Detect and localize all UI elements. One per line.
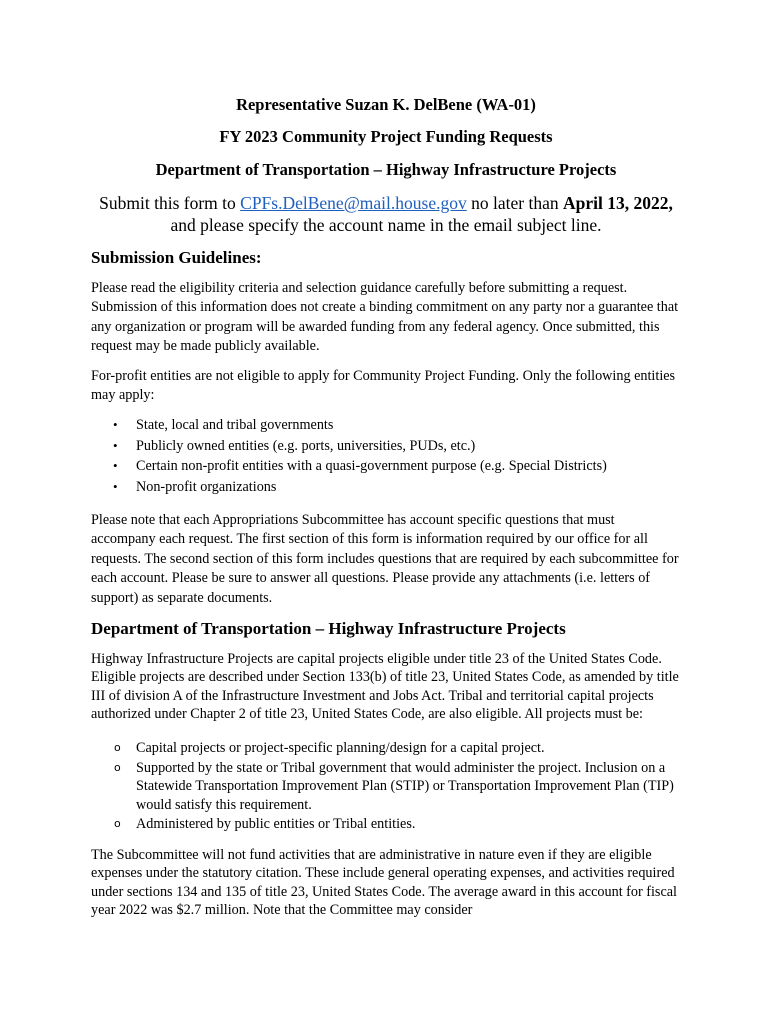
submit-prefix: Submit this form to: [99, 193, 241, 213]
list-item: [91, 815, 681, 834]
list-item-text: Non-profit organizations: [136, 478, 277, 495]
list-item-text: Publicly owned entities (e.g. ports, universities, PUDs, etc.): [136, 437, 476, 454]
submission-guidelines-heading: Submission Guidelines:: [91, 248, 262, 267]
document-title-fiscal-year: FY 2023 Community Project Funding Requests: [219, 127, 553, 146]
highway-section-paragraph-1: Highway Infrastructure Projects are capital projects eligible under title 23 of the United States Code. Eligible projects are described under Section 133(b) of title 23, United States Code, as amended by title III of division A of the Infrastructure Investment and Jobs Act. Tribal and territorial capital projects authorized under Chapter 2 of title 23, United States Code, are also eligible. All projects must be:: [91, 651, 679, 722]
list-item-text: Supported by the state or Tribal government that would administer the project. Inclusion on a Statewide Transportation Improvement Plan (STIP) or Transportation Improvement Plan (TIP) would satisfy this requirement.: [136, 759, 674, 813]
hollow-bullet-icon: o: [114, 817, 121, 831]
eligible-entities-list: [91, 415, 681, 497]
bullet-icon: •: [113, 437, 118, 453]
list-item-text: Certain non-profit entities with a quasi-government purpose (e.g. Special Districts): [136, 458, 607, 475]
submit-instruction-line1: [91, 193, 681, 214]
bullet-icon: •: [113, 458, 118, 474]
list-item: [91, 477, 681, 498]
submit-deadline: April 13, 2022,: [562, 193, 673, 213]
submit-instruction-line2: and please specify the account name in the email subject line.: [170, 215, 602, 235]
list-item: [91, 739, 681, 758]
project-requirements-list: [91, 739, 681, 835]
guidelines-paragraph-3: Please note that each Appropriations Subcommittee has account specific questions that must accompany each request. The first section of this form is information required by our office for all requests. The second section of this form includes questions that are required by each subcommittee for each account. Please be sure to answer all questions. Please provide any attachments (i.e. letters of support) as separate documents.: [91, 512, 679, 606]
list-item: [91, 759, 681, 815]
document-title-department: Department of Transportation – Highway Infrastructure Projects: [155, 160, 617, 179]
guidelines-paragraph-1: Please read the eligibility criteria and selection guidance carefully before submitting a request. Submission of this information does not create a binding commitment on any party nor a guarantee that any organization or program will be awarded funding from any federal agency. Once submitted, this request may be made publicly available.: [91, 280, 679, 355]
list-item: [91, 456, 681, 477]
highway-section-paragraph-2: The Subcommittee will not fund activities that are administrative in nature even if they are eligible expenses under the statutory citation. These include general operating expenses, and activities required under sections 134 and 135 of title 23, United States Code. The average award in this account for fiscal year 2022 was $2.7 million. Note that the Committee may consider: [91, 847, 677, 918]
submit-middle: no later than: [466, 193, 563, 213]
list-item-text: State, local and tribal governments: [136, 417, 334, 433]
list-item: [91, 436, 681, 457]
highway-section-heading: Department of Transportation – Highway Infrastructure Projects: [91, 619, 566, 638]
list-item: [91, 415, 681, 436]
bullet-icon: •: [113, 417, 118, 432]
email-link[interactable]: CPFs.DelBene@mail.house.gov: [240, 193, 467, 213]
guidelines-paragraph-2: For-profit entities are not eligible to apply for Community Project Funding. Only the following entities may apply:: [91, 368, 676, 404]
hollow-bullet-icon: o: [114, 760, 121, 774]
hollow-bullet-icon: o: [114, 741, 121, 754]
bullet-icon: •: [113, 478, 118, 494]
document-title-representative: Representative Suzan K. DelBene (WA-01): [236, 95, 536, 114]
list-item-text: Administered by public entities or Tribal entities.: [136, 816, 416, 833]
list-item-text: Capital projects or project-specific planning/design for a capital project.: [136, 740, 545, 756]
